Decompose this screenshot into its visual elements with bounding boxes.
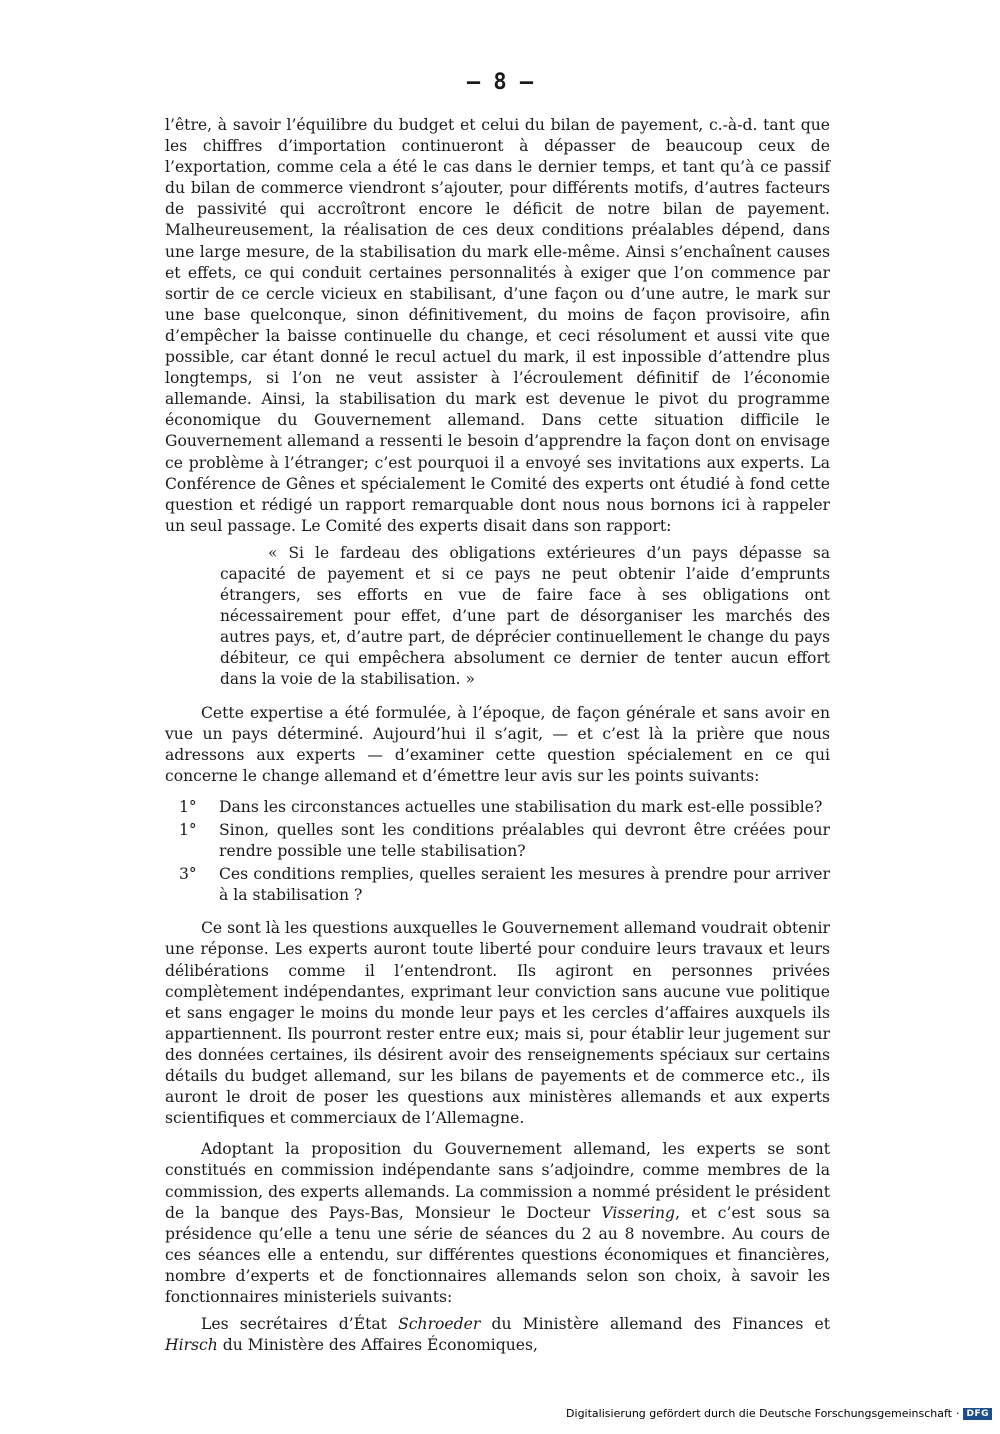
paragraph-3: Ce sont là les questions auxquelles le Gouvernement allemand voudrait obtenir une réponse. Les experts auront toute liberté pour conduire leurs travaux et leurs délibérations comme il l’entendront. Ils agiront en personnes privées complètement indépendantes, exprimant leur conviction sans aucune vue politique et sans engager le moins du monde leur pays et les cercles d’affaires auxquels ils appartiennent. Ils pourront rester entre eux; mais si, pour établir leur jugement sur des données certaines, ils désirent avoir des renseignements spéciaux sur certains détails du budget allemand, sur les bilans de payements et de commerce etc., ils auront le droit de poser les questions aux ministères allemands et aux experts scientifiques et commerciaux de l’Allemagne. xyxy=(165,919,830,1128)
paragraph-1: l’être, à savoir l’équilibre du budget et celui du bilan de payement, c.-à-d. tant que les chiffres d’importation continueront à dépasser de beaucoup ceux de l’exportation, comme cela a été le cas dans le dernier temps, et tant qu’à ce passif du bilan de commerce viendront s’ajouter, pour différents motifs, d’autres facteurs de passivité qui accroîtront encore le déficit de notre bilan de payement. Malheureusement, la réalisation de ces deux conditions préalables dépend, dans une large mesure, de la stabilisation du mark elle-même. Ainsi s’enchaînent causes et effets, ce qui conduit certaines personnalités à exiger que l’on commence par sortir de ce cercle vicieux en stabilisant, d’une façon ou d’une autre, le mark sur une base quelconque, sinon définitivement, du moins de façon provisoire, afin d’empêcher la baisse continuelle du change, et ceci résolument et aussi vite que possible, car étant donné le recul actuel du mark, il est inpossible d’attendre plus longtemps, si l’on ne veut assister à l’écroulement définitif de l’économie allemande. Ainsi, la stabilisation du mark est devenue le pivot du programme économique du Gouvernement allemand. Dans cette situation difficile le Gouvernement allemand a ressenti le besoin d’apprendre la façon dont on envisage ce problème à l’étranger; c’est pourquoi il a envoyé ses invitations aux experts. La Conférence de Gênes et spécialement le Comité des experts ont étudié à fond cette question et rédigé un rapport remarquable dont nous nous bornons ici à rappeler un seul passage. Le Comité des experts disait dans son rapport: xyxy=(165,116,830,535)
person-name-vissering: Vissering xyxy=(601,1203,676,1222)
block-quote: « Si le fardeau des obligations extérieures d’un pays dépasse sa capacité de payement et si ce pays ne peut obtenir l’aide d’emprunts étrangers, ses efforts en vue de faire face à ses obligations ont nécessairement pour effet, d’une part de désorganiser les marchés des autres pays, et, d’autre part, de déprécier continuellement le change du pays débiteur, ce qui empêchera absolument ce dernier de tenter aucun effort dans la voie de la stabilisation. » xyxy=(220,543,830,689)
footer-credit: Digitalisierung gefördert durch die Deutsche Forschungsgemeinschaft xyxy=(566,1407,952,1420)
list-item-text: Ces conditions remplies, quelles seraient les mesures à prendre pour arriver à la stabilisation ? xyxy=(219,865,830,905)
paragraph-2: Cette expertise a été formulée, à l’époque, de façon générale et sans avoir en vue un pays déterminé. Aujourd’hui il s’agit, — et c’est là la prière que nous adressons aux experts — d’examiner cette question spécialement en ce qui concerne le change allemand et d’émettre leur avis sur les points suivants: xyxy=(165,703,830,785)
paragraph-4-text-b: , et c’est sous sa présidence qu’elle a tenu une série de séances du 2 au 8 novembre. Au cours de ces séances elle a entendu, sur différentes questions économiques et financières, nombre d’experts et de fonctionnaires allemands selon son choix, à savoir les fonctionnaires ministeriels suivants: xyxy=(165,1203,830,1306)
list-item-number: 1° xyxy=(179,797,197,816)
list-item-text: Sinon, quelles sont les conditions préalables qui devront être créées pour rendre possible une telle stabilisation? xyxy=(219,821,830,861)
list-item-number: 3° xyxy=(179,865,197,884)
dfg-logo: DFG xyxy=(963,1408,992,1420)
paragraph-5-text-c: du Ministère des Affaires Économiques, xyxy=(217,1336,538,1355)
list-item xyxy=(165,797,830,818)
person-name-schroeder: Schroeder xyxy=(398,1315,481,1334)
paragraph-5 xyxy=(165,1314,830,1356)
paragraph-5-text-a: Les secrétaires d’État xyxy=(201,1315,399,1334)
paragraph-5-text-b: du Ministère allemand des Finances et xyxy=(480,1315,830,1334)
list-item-text: Dans les circonstances actuelles une stabilisation du mark est-elle possible? xyxy=(219,797,823,816)
document-body xyxy=(165,115,830,1356)
digitization-footer xyxy=(566,1407,992,1420)
list-item-number: 1° xyxy=(179,821,197,839)
question-list xyxy=(165,797,830,906)
page-number: — 8 — xyxy=(466,70,534,95)
paragraph-4-text-a: Adoptant la proposition du Gouvernement allemand, les experts se sont constitués en commission indépendante sans s’adjoindre, comme membres de la commission, des experts allemands. La commission a nommé président le président de la banque des Pays-Bas, Monsieur le Docteur xyxy=(165,1140,830,1222)
list-item xyxy=(165,820,830,862)
footer-separator: · xyxy=(955,1407,960,1420)
paragraph-4 xyxy=(165,1139,830,1308)
person-name-hirsch: Hirsch xyxy=(165,1336,218,1355)
list-item xyxy=(165,864,830,906)
